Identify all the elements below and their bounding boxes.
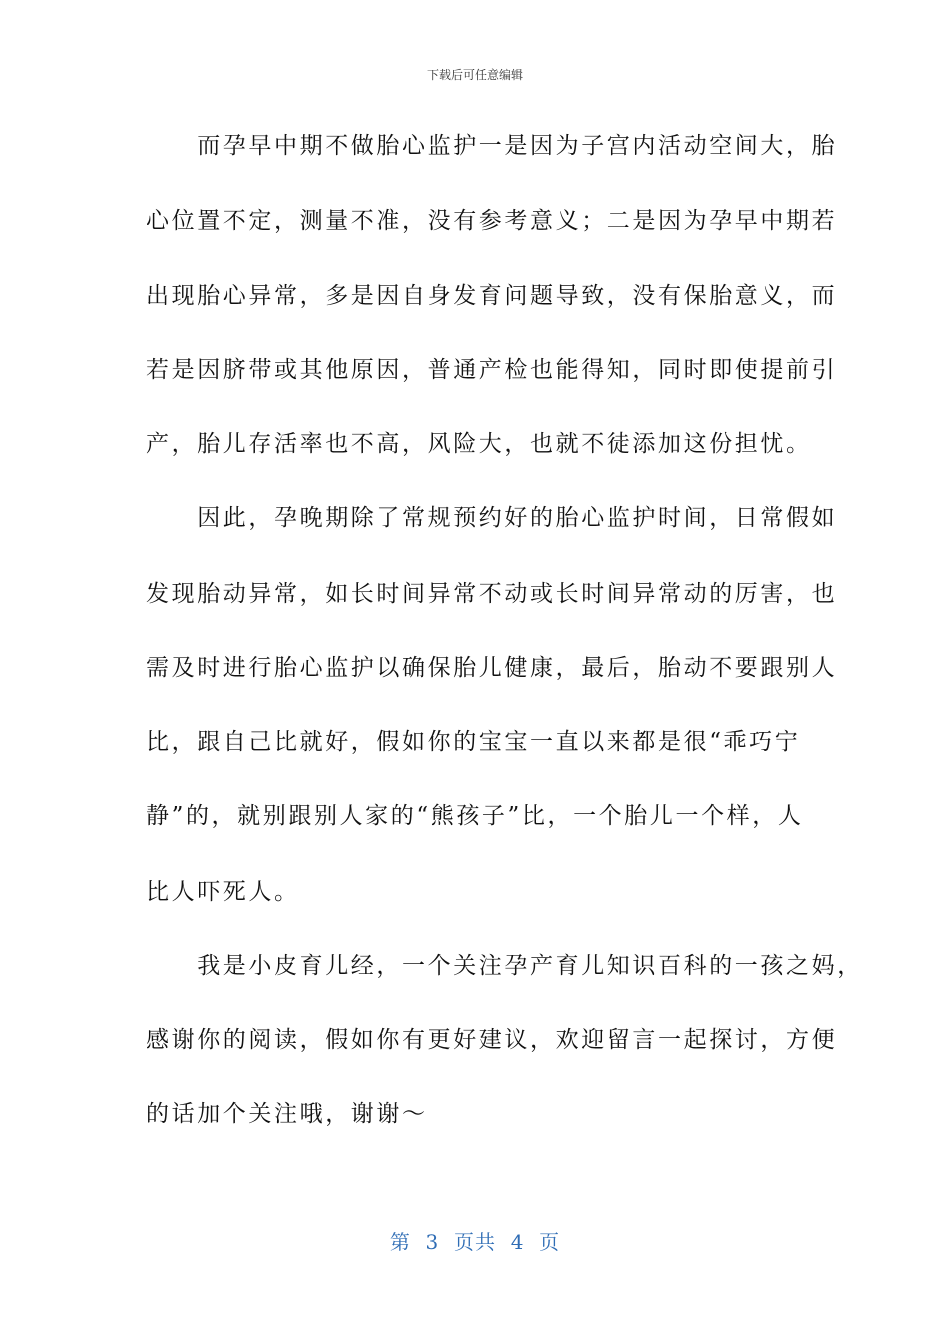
body-line: 比，跟自己比就好，假如你的宝宝一直以来都是很“乖巧宁 (146, 729, 801, 755)
body-line: 若是因脐带或其他原因，普通产检也能得知，同时即使提前引 (146, 357, 838, 383)
body-line: 出现胎心异常，多是因自身发育问题导致，没有保胎意义，而 (146, 283, 838, 309)
body-line: 比人吓死人。 (146, 879, 300, 905)
body-line: 产，胎儿存活率也不高，风险大，也就不徒添加这份担忧。 (146, 431, 812, 457)
body-line: 静”的，就别跟别人家的“熊孩子”比，一个胎儿一个样，人 (146, 803, 804, 829)
body-line: 发现胎动异常，如长时间异常不动或长时间异常动的厉害，也 (146, 581, 838, 607)
body-line: 感谢你的阅读，假如你有更好建议，欢迎留言一起探讨，方便 (146, 1027, 838, 1053)
body-line: 心位置不定，测量不准，没有参考意义；二是因为孕早中期若 (146, 208, 838, 234)
body-line: 而孕早中期不做胎心监护一是因为子宫内活动空间大，胎 (146, 133, 838, 159)
body-line: 需及时进行胎心监护以确保胎儿健康，最后，胎动不要跟别人 (146, 655, 838, 681)
body-line: 我是小皮育儿经，一个关注孕产育儿知识百科的一孩之妈， (146, 953, 863, 979)
page-header: 下载后可任意编辑 (426, 68, 523, 82)
body-line: 因此，孕晚期除了常规预约好的胎心监护时间，日常假如 (146, 505, 838, 531)
page-number-footer: 第 3 页共 4 页 (389, 1230, 561, 1254)
body-line: 的话加个关注哦，谢谢～ (146, 1101, 428, 1127)
